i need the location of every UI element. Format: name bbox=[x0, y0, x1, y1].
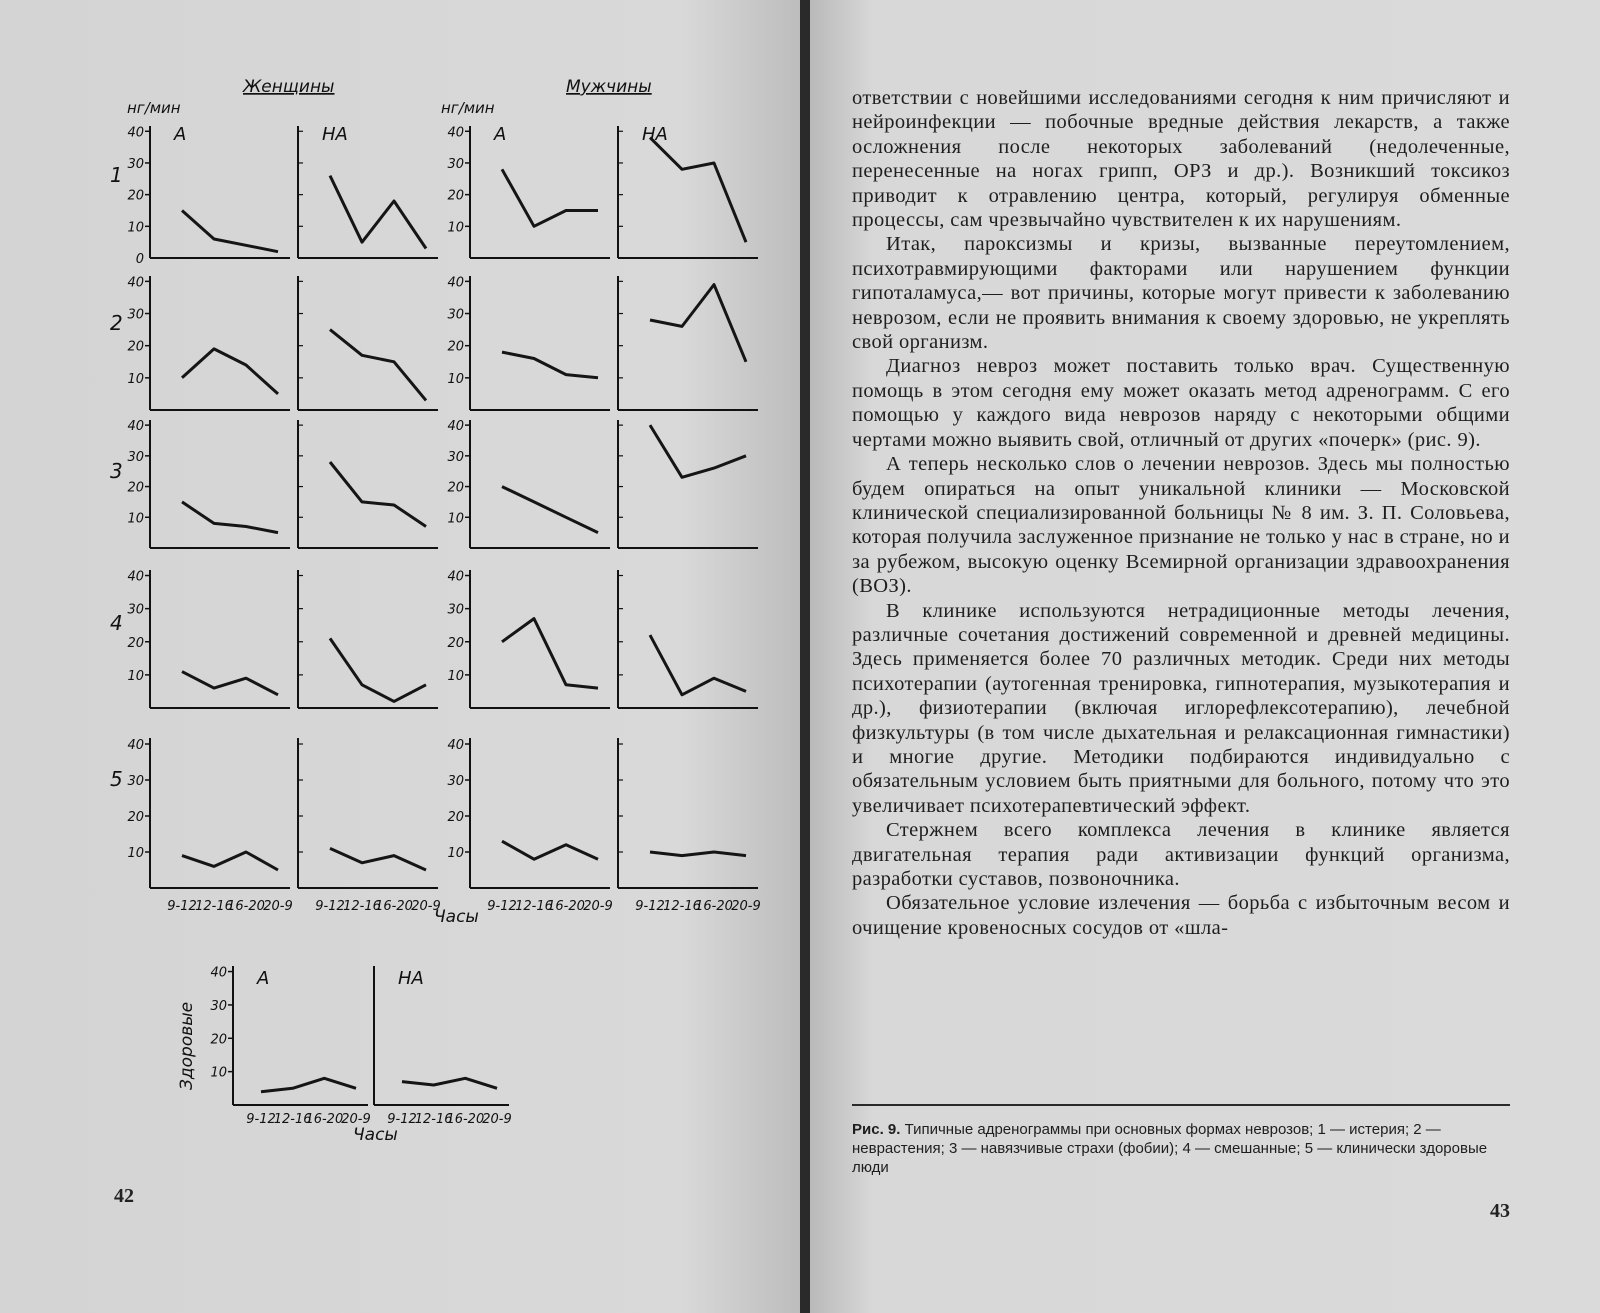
paragraph: А теперь несколько слов о лечении неврозов. Здесь мы полностью будем опираться на опыт уникальной клиники — Московской клинической специализированной больницы № 8 им. З. П. Соловьева, которая получила заслуженное признание не только у нас в стране, но и за рубежом, высокую оценку Всемирной организации здравоохранения (ВОЗ). bbox=[852, 453, 1510, 598]
y-tick-label: 10 bbox=[447, 220, 464, 236]
x-tick-label: 9-12 bbox=[315, 899, 345, 914]
series-line bbox=[182, 211, 278, 252]
y-tick-label: 40 bbox=[447, 125, 464, 141]
x-tick-label: 9-12 bbox=[246, 1112, 276, 1127]
row-label-3: 3 bbox=[110, 459, 123, 483]
x-tick-label: 20-9 bbox=[341, 1112, 371, 1127]
x-tick-label: 9-12 bbox=[387, 1112, 417, 1127]
x-tick-label: 20-9 bbox=[583, 899, 613, 914]
series-line bbox=[182, 502, 278, 533]
y-tick-label: 20 bbox=[447, 810, 464, 825]
body-text bbox=[852, 86, 1510, 940]
y-tick-label: 40 bbox=[127, 569, 144, 585]
y-tick-label: 10 bbox=[210, 1065, 227, 1081]
y-tick-label: 10 bbox=[447, 511, 464, 527]
y-tick-label: 20 bbox=[127, 480, 144, 496]
y-tick-label: 40 bbox=[447, 738, 464, 753]
y-tick-label-zero: 0 bbox=[135, 252, 144, 267]
x-tick-label: 9-12 bbox=[487, 899, 517, 914]
caption-rule bbox=[852, 1104, 1510, 1106]
y-tick-label: 10 bbox=[447, 371, 464, 387]
series-line bbox=[330, 176, 426, 249]
series-line bbox=[650, 425, 746, 477]
x-axis-label-healthy: Часы bbox=[353, 1125, 398, 1145]
figure-caption bbox=[852, 1120, 1510, 1177]
series-line bbox=[502, 619, 598, 689]
paragraph: В клинике используются нетрадиционные методы лечения, различные сочетания достижений современной и древней медицины. Здесь применяется более 70 различных методик. Среди них методы психотерапии (аутогенная тренировка, гипнотерапия, музыкотерапия и др.), физиотерапии (включая иглорефлексотерапию), лечебной физкультуры (в том числе дыхательная и релаксационная гимнастики) и многие другие. Методики подбираются индивидуально с обязательным условием быть приятными для больного, потому что это увеличивает психотерапевтический эффект. bbox=[852, 599, 1510, 817]
x-tick-label: 20-9 bbox=[411, 899, 441, 914]
y-tick-label: 20 bbox=[127, 188, 144, 204]
series-line bbox=[650, 285, 746, 362]
header-women: Женщины bbox=[243, 77, 335, 97]
series-line bbox=[330, 462, 426, 527]
y-tick-label: 40 bbox=[447, 419, 464, 435]
x-tick-label: 12-16 bbox=[414, 1112, 453, 1127]
series-line bbox=[261, 1078, 356, 1091]
series-line bbox=[182, 349, 278, 394]
x-tick-label: 16-20 bbox=[547, 899, 585, 914]
x-tick-label: 12-16 bbox=[515, 899, 553, 914]
series-line bbox=[330, 638, 426, 701]
y-tick-label: 10 bbox=[127, 668, 144, 684]
page-number-left: 42 bbox=[114, 1185, 134, 1207]
y-tick-label: 10 bbox=[127, 220, 144, 236]
series-line bbox=[502, 487, 598, 533]
healthy-label: Здоровые bbox=[177, 1001, 197, 1090]
y-tick-label: 30 bbox=[210, 998, 227, 1014]
y-tick-label: 30 bbox=[447, 307, 464, 323]
y-tick-label: 40 bbox=[127, 738, 144, 753]
panel-header: А bbox=[174, 124, 187, 145]
y-tick-label: 40 bbox=[127, 275, 144, 291]
row-label-2: 2 bbox=[110, 311, 123, 335]
x-tick-label: 12-16 bbox=[195, 899, 233, 914]
paragraph: Стержнем всего комплекса лечения в клинике является двигательная терапия ради активизации функций организма, разработки суставов, позвоночника. bbox=[852, 819, 1510, 890]
y-tick-label: 20 bbox=[210, 1032, 227, 1048]
y-tick-label: 10 bbox=[127, 511, 144, 527]
x-tick-label: 16-20 bbox=[695, 899, 733, 914]
y-tick-label: 10 bbox=[127, 371, 144, 387]
paragraph: Итак, пароксизмы и кризы, вызванные переутомлением, психотравмирующими факторами или нарушением функции гипоталамуса,— вот причины, которые могут привести к заболеванию неврозом, если не проявить внимания к своему здоровью, не укреплять свой организм. bbox=[852, 233, 1510, 354]
series-line bbox=[182, 672, 278, 695]
x-tick-label: 20-9 bbox=[731, 899, 761, 914]
series-line bbox=[402, 1078, 497, 1088]
x-tick-label: 9-12 bbox=[167, 899, 197, 914]
series-line bbox=[330, 848, 426, 870]
panel-header: НА bbox=[398, 968, 424, 989]
paragraph: Диагноз невроз может поставить только врач. Существенную помощь в этом сегодня ему может оказать метод адренограмм. С его помощью у каждого вида неврозов наряду с некоторыми общими чертами можно выявить свой, отличный от других «почерк» (рис. 9). bbox=[852, 355, 1510, 451]
panel-header: А bbox=[257, 968, 270, 989]
x-tick-label: 20-9 bbox=[263, 899, 293, 914]
panel-header: НА bbox=[322, 124, 348, 145]
paragraph: ответствии с новейшими исследованиями сегодня к ним причисляют и нейроинфекции — побочные вредные действия лекарств, а также осложнения после некоторых заболеваний (недолеченные, перенесенные на ногах грипп, ОРЗ и др.). Возникший токсикоз приводит к отравлению центра, который, регулируя обменные процессы, сам чрезвычайно чувствителен к их нарушениям. bbox=[852, 87, 1510, 232]
y-tick-label: 40 bbox=[210, 965, 227, 981]
y-tick-label: 40 bbox=[127, 419, 144, 435]
y-tick-label: 20 bbox=[127, 339, 144, 355]
series-line bbox=[650, 635, 746, 695]
y-tick-label: 20 bbox=[447, 635, 464, 651]
x-tick-label: 16-20 bbox=[446, 1112, 485, 1127]
y-tick-label: 20 bbox=[127, 810, 144, 825]
y-tick-label: 30 bbox=[447, 774, 464, 789]
series-line bbox=[502, 841, 598, 859]
panel-header: А bbox=[494, 124, 507, 145]
book-gutter bbox=[800, 0, 810, 1313]
caption-text: Типичные адренограммы при основных формах неврозов; 1 — истерия; 2 — неврастения; 3 — навязчивые страхи (фобии); 4 — смешанные; 5 — клинически здоровые люди bbox=[852, 1121, 1488, 1176]
row-label-5: 5 bbox=[110, 767, 123, 791]
x-tick-label: 12-16 bbox=[343, 899, 381, 914]
y-tick-label: 30 bbox=[447, 602, 464, 618]
y-tick-label: 20 bbox=[447, 339, 464, 355]
y-tick-label: 30 bbox=[127, 307, 144, 323]
y-tick-label: 10 bbox=[447, 668, 464, 684]
y-tick-label: 30 bbox=[447, 449, 464, 465]
series-line bbox=[650, 852, 746, 856]
page-number-right: 43 bbox=[1490, 1200, 1510, 1222]
y-tick-label: 30 bbox=[127, 449, 144, 465]
x-tick-label: 9-12 bbox=[635, 899, 665, 914]
y-tick-label: 40 bbox=[447, 569, 464, 585]
y-tick-label: 20 bbox=[447, 480, 464, 496]
y-tick-label: 40 bbox=[127, 125, 144, 141]
x-axis-label: Часы bbox=[434, 907, 479, 927]
y-tick-label: 20 bbox=[127, 635, 144, 651]
panel-header: НА bbox=[642, 124, 668, 145]
y-tick-label: 30 bbox=[127, 774, 144, 789]
y-unit-label: нг/мин bbox=[441, 99, 495, 117]
x-tick-label: 16-20 bbox=[375, 899, 413, 914]
y-unit-label: нг/мин bbox=[127, 99, 181, 117]
y-tick-label: 20 bbox=[447, 188, 464, 204]
y-tick-label: 10 bbox=[447, 846, 464, 861]
x-tick-label: 20-9 bbox=[482, 1112, 512, 1127]
x-tick-label: 12-16 bbox=[273, 1112, 312, 1127]
y-tick-label: 30 bbox=[127, 156, 144, 172]
y-tick-label: 40 bbox=[447, 275, 464, 291]
series-line bbox=[502, 352, 598, 378]
series-line bbox=[182, 852, 278, 870]
paragraph: Обязательное условие излечения — борьба с избыточным весом и очищение кровеносных сосудов от «шла- bbox=[852, 892, 1510, 939]
series-line bbox=[650, 138, 746, 243]
x-tick-label: 16-20 bbox=[305, 1112, 344, 1127]
row-label-4: 4 bbox=[110, 611, 123, 635]
series-line bbox=[502, 169, 598, 226]
y-tick-label: 10 bbox=[127, 846, 144, 861]
y-tick-label: 30 bbox=[447, 156, 464, 172]
header-men: Мужчины bbox=[566, 77, 652, 97]
y-tick-label: 30 bbox=[127, 602, 144, 618]
series-line bbox=[330, 330, 426, 401]
caption-label: Рис. 9. bbox=[852, 1121, 901, 1138]
x-tick-label: 12-16 bbox=[663, 899, 701, 914]
row-label-1: 1 bbox=[110, 163, 123, 187]
x-tick-label: 16-20 bbox=[227, 899, 265, 914]
